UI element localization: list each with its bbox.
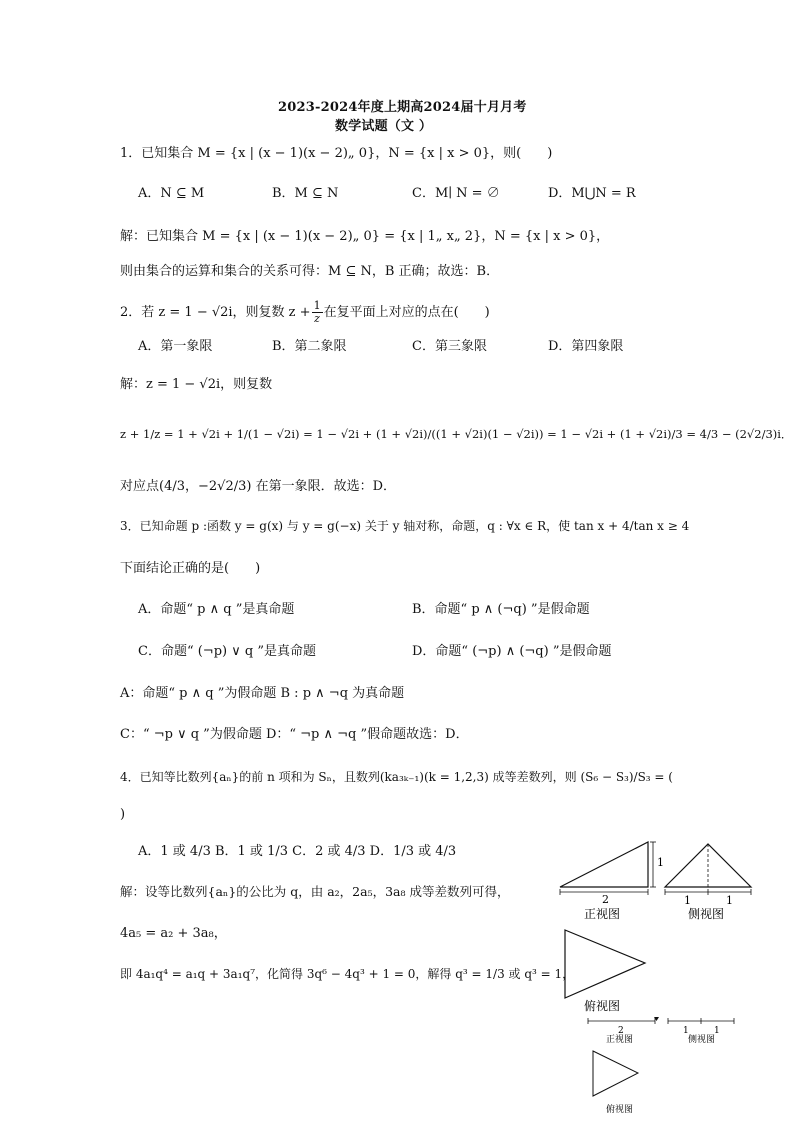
front-view-dim-1: 1 [657, 856, 664, 869]
small-top-view-label: 俯视图 [606, 1105, 634, 1115]
q4-options: A．1 或 4/3 B．1 或 1/3 C．2 或 4/3 D．1/3 或 4/3 [138, 844, 457, 859]
q1-option-a: A．N ⊆ M [138, 186, 205, 201]
q2-option-b: B．第二象限 [272, 339, 347, 354]
q1-option-b: B．M ⊆ N [272, 186, 339, 201]
q1-solution-line2: 则由集合的运算和集合的关系可得：M ⊆ N，B 正确；故选：B． [120, 264, 500, 279]
q1-option-c: C．M∣ N = ∅ [412, 186, 500, 201]
q4-solution-line2: 4a₅ = a₂ + 3a₈， [120, 926, 227, 941]
side-view-dim-1a: 1 [684, 894, 691, 907]
q3-option-b: B．命题“ p ∧ (¬q) ”是假命题 [412, 602, 590, 617]
front-view-label: 正视图 [584, 907, 621, 921]
q1-solution-line1: 解：已知集合 M = {x | (x − 1)(x − 2)„ 0} = {x | 1„ x„ 2}，N = {x | x > 0}， [120, 229, 610, 244]
q2-solution-line3: 对应点(4/3，−2√2/3) 在第一象限．故选：D． [120, 479, 396, 494]
q1-stem: 1．已知集合 M = {x | (x − 1)(x − 2)„ 0}，N = {x | x > 0}，则( ) [120, 146, 553, 161]
top-view-triangle [565, 930, 645, 998]
q2-option-c: C．第三象限 [412, 339, 487, 354]
side-view-label: 侧视图 [688, 907, 725, 921]
small-top-view-triangle [593, 1051, 638, 1096]
q2-frac-num: 1 [313, 299, 321, 312]
front-view-triangle [560, 842, 656, 895]
top-view-label: 俯视图 [584, 999, 621, 1013]
q3-stem-line2: 下面结论正确的是( ) [120, 561, 261, 576]
q3-solution-line2: C：“ ¬p ∨ q ”为假命题 D：“ ¬p ∧ ¬q ”假命题故选：D． [120, 727, 469, 742]
q4-stem-line1: 4．已知等比数列{aₙ}的前 n 项和为 Sₙ，且数列(ka₃ₖ₋₁)(k = 1,2,3) 成等差数列，则 (S₆ − S₃)/S₃ = ( [120, 770, 673, 784]
q2-stem-pre: 2．若 z = 1 − √2i，则复数 z + [120, 305, 311, 320]
small-side-dim-1a: 1 [683, 1026, 689, 1036]
exam-title: 2023-2024年度上期高2024届十月月考 [278, 100, 527, 115]
q2-stem-fraction [312, 300, 323, 325]
side-view-dim-1b: 1 [726, 894, 733, 907]
small-front-dim-2: 2 [618, 1026, 624, 1036]
small-side-view-dimension [668, 1018, 734, 1024]
three-view-figures [550, 830, 770, 1120]
q3-solution-line1: A：命题“ p ∧ q ”为假命题 B : p ∧ ¬q 为真命题 [120, 686, 405, 701]
q3-option-c: C．命题“ (¬p) ∨ q ”是真命题 [138, 644, 316, 659]
q3-stem-line1: 3．已知命题 p :函数 y = g(x) 与 y = g(−x) 关于 y 轴对称，命题，q : ∀x ∈ R，使 tan x + 4/tan x ≥ 4 [120, 519, 690, 533]
q3-option-d: D．命题“ (¬p) ∧ (¬q) ”是假命题 [412, 644, 612, 659]
q2-option-a: A．第一象限 [138, 339, 213, 354]
q2-frac-den: z [314, 312, 320, 325]
q2-solution-line1: 解：z = 1 − √2i，则复数 [120, 377, 273, 392]
small-front-view-label: 正视图 [606, 1035, 634, 1045]
q4-solution-line1: 解：设等比数列{aₙ}的公比为 q，由 a₂，2a₅，3a₈ 成等差数列可得， [120, 884, 510, 899]
q2-solution-line2: z + 1/z = 1 + √2i + 1/(1 − √2i) = 1 − √2i + (1 + √2i)/((1 + √2i)(1 − √2i)) = 1 − √2i + (1 + √2i)/3 = 4/3 − (2√2/3)i． [120, 427, 793, 441]
q2-stem [120, 300, 490, 325]
small-front-view-dimension [588, 1017, 659, 1024]
q1-option-d: D．M⋃N = R [548, 186, 636, 201]
side-view-triangle [665, 844, 751, 895]
q4-stem-line2: ) [120, 807, 126, 822]
front-view-dim-2: 2 [602, 893, 609, 906]
small-side-view-label: 侧视图 [688, 1035, 716, 1045]
q2-option-d: D．第四象限 [548, 339, 624, 354]
q2-stem-post: 在复平面上对应的点在( ) [323, 305, 490, 320]
exam-subtitle: 数学试题（文 ） [335, 119, 433, 134]
small-side-dim-1b: 1 [714, 1026, 720, 1036]
q4-solution-line3: 即 4a₁q⁴ = a₁q + 3a₁q⁷，化简得 3q⁶ − 4q³ + 1 = 0，解得 q³ = 1/3 或 q³ = 1， [120, 967, 575, 981]
q3-option-a: A．命题“ p ∧ q ”是真命题 [138, 602, 295, 617]
